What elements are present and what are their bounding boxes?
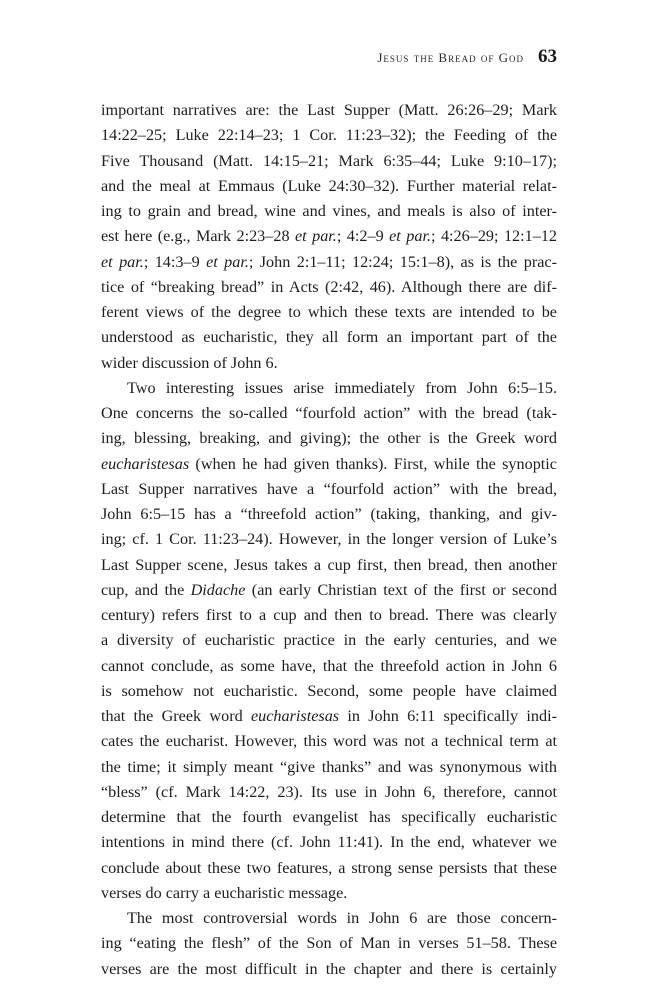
- italic-term: et par.: [206, 252, 249, 271]
- text-line: and the meal at Emmaus (Luke 24:30–32). Further material relat-: [101, 176, 557, 195]
- italic-term: Didache: [190, 580, 246, 599]
- italic-term: et par.: [101, 252, 144, 271]
- text-line: cup, and the Didache (an early Christian text of the first or second: [101, 580, 557, 599]
- text-line: important narratives are: the Last Supper (Matt. 26:26–29; Mark: [101, 101, 557, 119]
- text-line: tice of “breaking bread” in Acts (2:42, 46). Although there are dif-: [101, 277, 557, 296]
- text-line: a diversity of eucharistic practice in the early centuries, and we: [101, 631, 557, 650]
- text-line: wider discussion of John 6.: [101, 353, 278, 372]
- text-line: John 6:5–15 has a “threefold action” (taking, thanking, and giv-: [101, 505, 557, 523]
- text-line: cannot conclude, as some have, that the threefold action in John 6: [101, 656, 557, 675]
- text-line: eucharistesas (when he had given thanks). First, while the synoptic: [101, 454, 557, 473]
- italic-term: eucharistesas: [250, 707, 340, 725]
- text-line: ing, blessing, breaking, and giving); the other is the Greek word: [101, 429, 557, 448]
- text-line: determine that the fourth evangelist has specifically eucharistic: [101, 808, 557, 826]
- text-line: verses do carry a eucharistic message.: [101, 883, 348, 902]
- italic-term: eucharistesas: [101, 454, 190, 473]
- text-line: ing to grain and bread, wine and vines, and meals is also of inter-: [101, 202, 557, 220]
- italic-term: et par.: [294, 227, 337, 246]
- text-line: is somehow not eucharistic. Second, some people have claimed: [101, 681, 557, 700]
- text-line: Last Supper narratives have a “fourfold action” with the bread,: [101, 479, 557, 498]
- text-line: The most controversial words in John 6 are those concern-: [127, 909, 557, 927]
- text-line: ing; cf. 1 Cor. 11:23–24). However, in the longer version of Luke’s: [101, 530, 557, 549]
- book-page: [101, 0, 557, 1004]
- running-head: [377, 46, 557, 68]
- text-line: Five Thousand (Matt. 14:15–21; Mark 6:35–44; Luke 9:10–17);: [101, 151, 557, 170]
- text-line: Two interesting issues arise immediately from John 6:5–15.: [127, 378, 557, 397]
- text-line: One concerns the so-called “fourfold action” with the bread (tak-: [101, 404, 557, 422]
- text-line: est here (e.g., Mark 2:23–28 et par.; 4:2–9 et par.; 4:26–29; 12:1–12: [101, 227, 558, 246]
- text-line: ing “eating the flesh” of the Son of Man in verses 51–58. These: [101, 934, 557, 953]
- text-line: cates the eucharist. However, this word was not a technical term at: [101, 732, 557, 751]
- text-line: the time; it simply meant “give thanks” and was synonymous with: [101, 757, 557, 776]
- text-line: 14:22–25; Luke 22:14–23; 1 Cor. 11:23–32); the Feeding of the: [101, 126, 557, 145]
- text-line: Last Supper scene, Jesus takes a cup first, then bread, then another: [101, 555, 557, 574]
- page-number: 63: [538, 46, 557, 67]
- text-line: ferent views of the degree to which these texts are intended to be: [101, 303, 557, 321]
- running-title: Jesus the Bread of God: [377, 50, 524, 65]
- text-line: intentions in mind there (cf. John 11:41). In the end, whatever we: [101, 833, 557, 852]
- body-text: [101, 98, 557, 982]
- italic-term: et par.: [389, 227, 431, 246]
- text-line: understood as eucharistic, they all form an important part of the: [101, 328, 557, 347]
- text-line: “bless” (cf. Mark 14:22, 23). Its use in John 6, therefore, cannot: [101, 782, 557, 801]
- text-line: et par.; 14:3–9 et par.; John 2:1–11; 12:24; 15:1–8), as is the prac-: [101, 252, 558, 271]
- text-line: verses are the most difficult in the chapter and there is certainly: [101, 959, 557, 978]
- text-line: that the Greek word eucharistesas in John 6:11 specifically indi-: [101, 707, 557, 725]
- text-line: conclude about these two features, a strong sense persists that these: [101, 858, 557, 877]
- text-line: century) refers first to a cup and then to bread. There was clearly: [101, 606, 557, 624]
